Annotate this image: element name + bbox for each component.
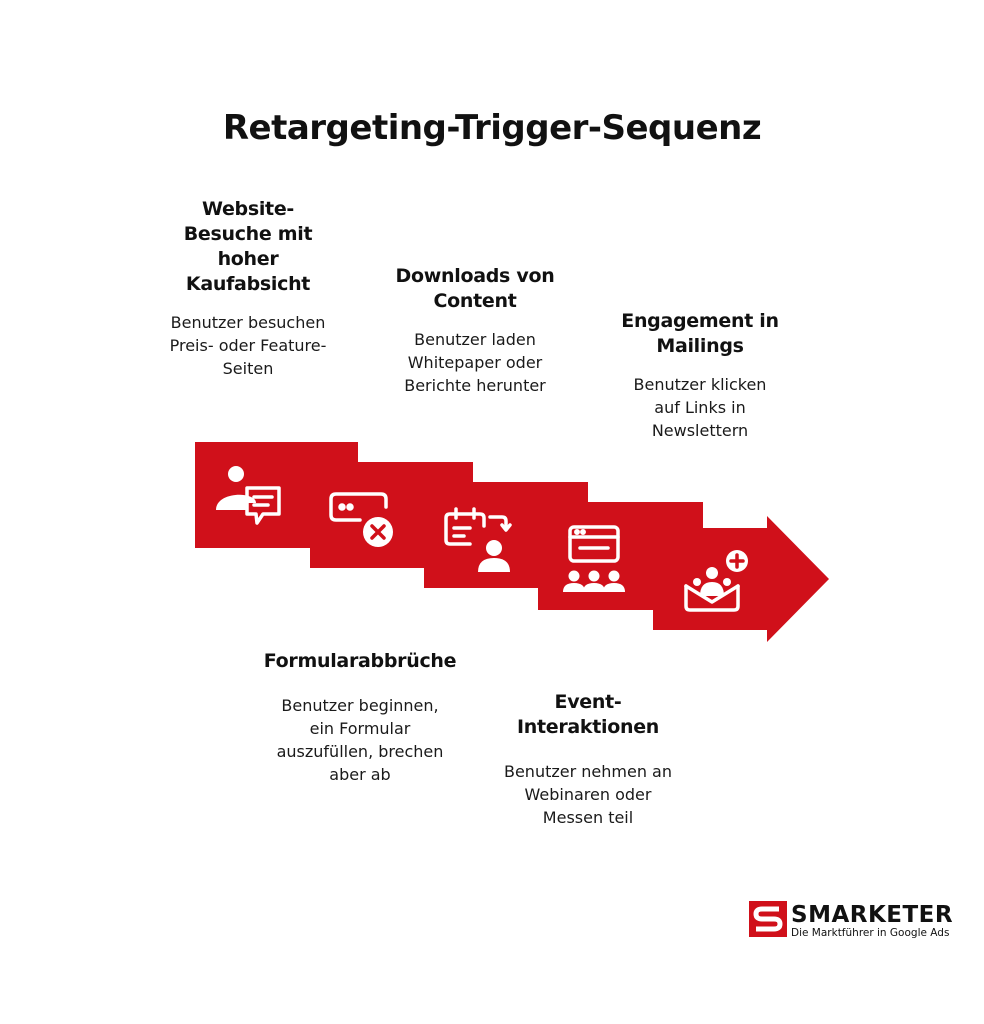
logo-tagline: Die Marktführer in Google Ads — [791, 927, 950, 939]
step-description: Benutzer laden Whitepaper oder Berichte herunter — [404, 330, 546, 395]
smarketer-logo — [749, 901, 954, 941]
step-description: Benutzer nehmen an Webinaren oder Messen teil — [503, 762, 672, 827]
step-description: Benutzer klicken auf Links in Newslettern — [633, 375, 767, 440]
logo-brand: SMARKETER — [791, 902, 954, 928]
step-heading: Formularabbrüche — [263, 650, 457, 672]
smarketer-logo-mark — [749, 901, 787, 937]
step-heading: Downloads von Content — [395, 265, 555, 312]
step-description: Benutzer beginnen, ein Formular auszufüllen, brechen aber ab — [276, 696, 444, 784]
step-event-interactions — [488, 690, 688, 829]
step-form-abandonment — [255, 649, 465, 786]
step-heading: Engagement in Mailings — [621, 310, 779, 357]
step-5-arrow — [653, 516, 829, 642]
page-title: Retargeting-Trigger-Sequenz — [222, 108, 762, 148]
step-mailing-engagement — [600, 309, 800, 442]
step-heading: Website- Besuche mit hoher Kaufabsicht — [183, 198, 313, 295]
step-heading: Event- Interaktionen — [516, 691, 660, 738]
step-description: Benutzer besuchen Preis- oder Feature- Seiten — [169, 313, 327, 378]
step-content-downloads — [380, 264, 570, 397]
step-website-visits — [168, 197, 328, 380]
